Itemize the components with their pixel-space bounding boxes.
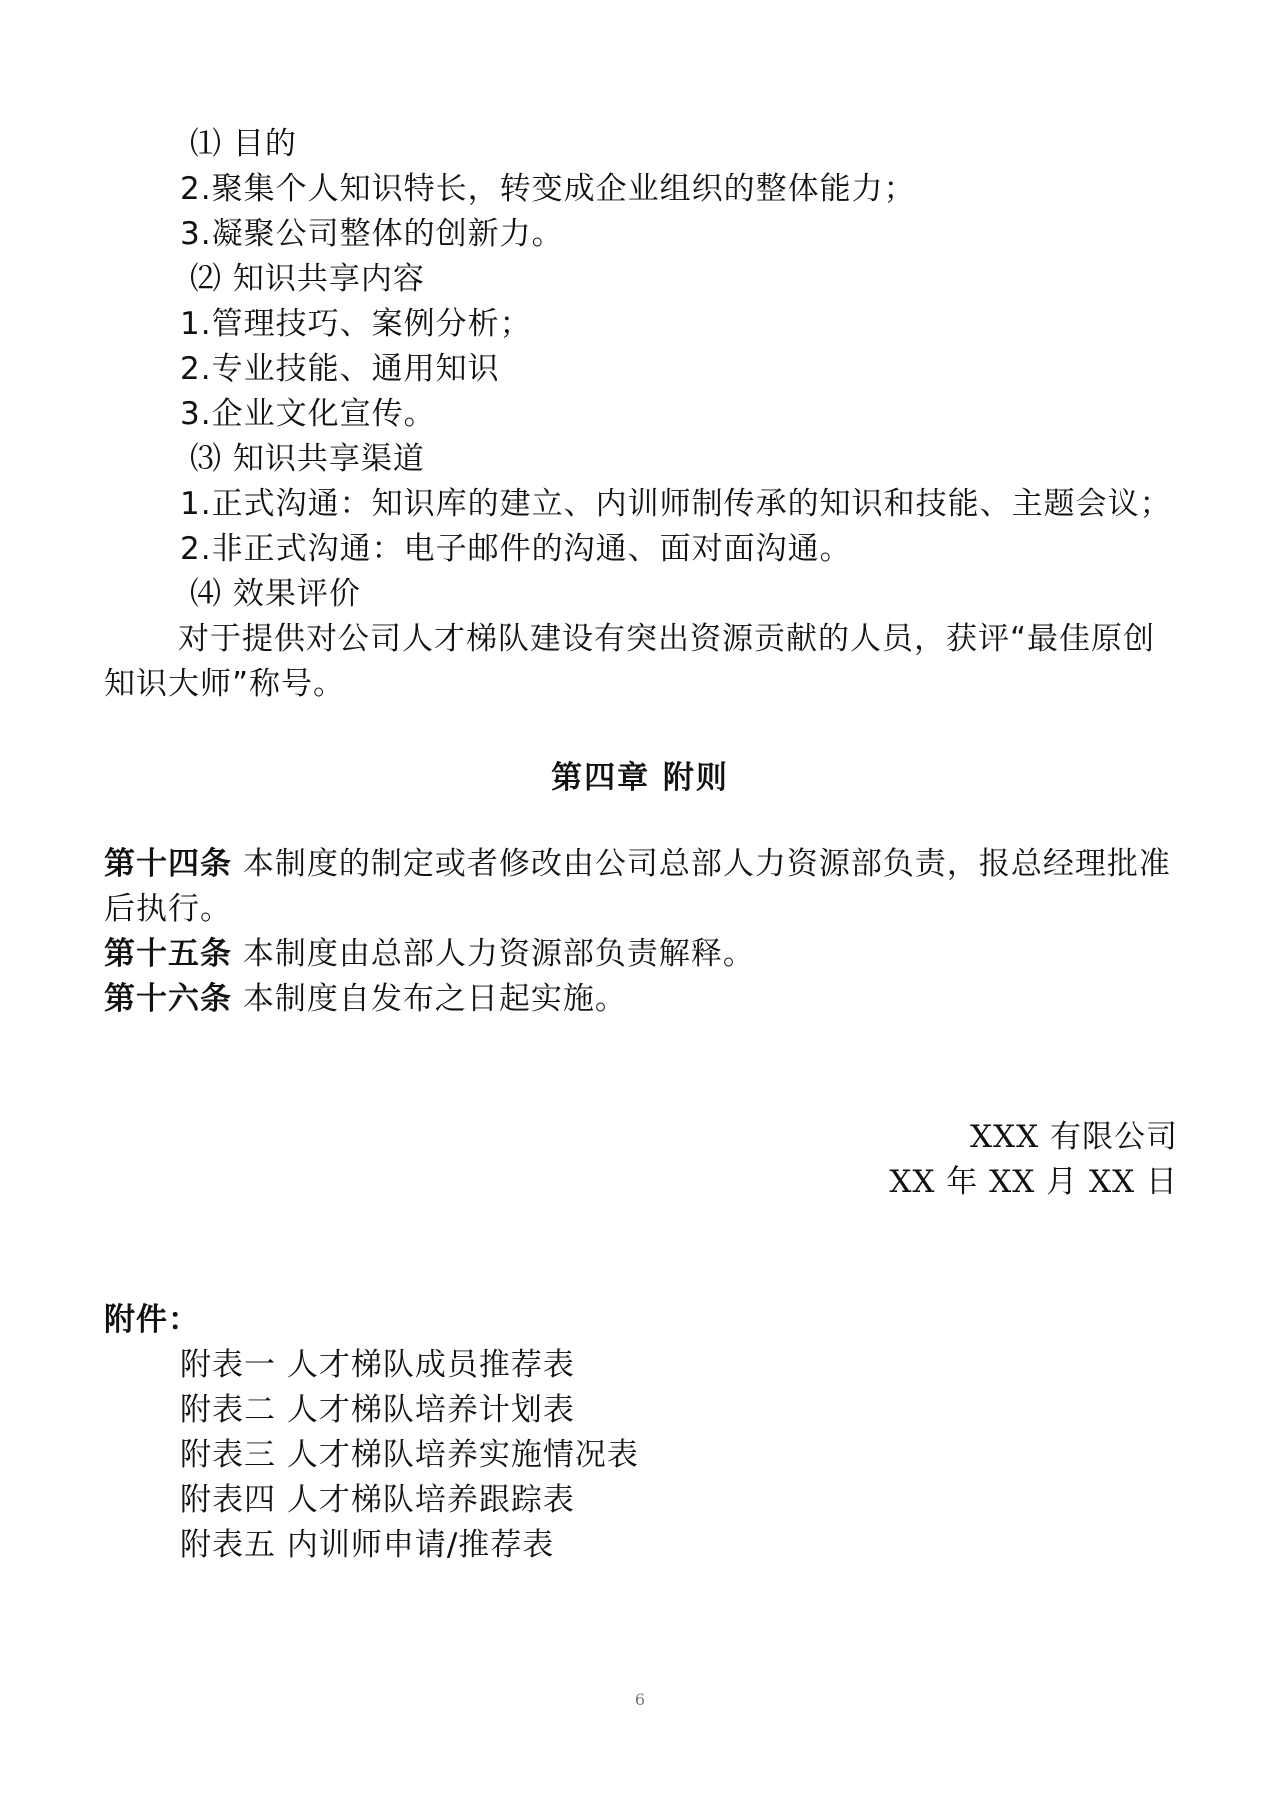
attachment-item: 附表一 人才梯队成员推荐表 (180, 1347, 575, 1383)
article-label: 第十五条 (104, 936, 232, 972)
article-text: 本制度的制定或者修改由公司总部人力资源部负责，报总经理批准 (232, 846, 1171, 882)
attachment-item: 附表二 人才梯队培养计划表 (180, 1392, 575, 1428)
purpose-heading: ⑴ 目的 (190, 126, 297, 162)
article-14-continued: 后执行。 (104, 891, 232, 927)
content-item: 2.专业技能、通用知识 (180, 351, 500, 387)
content-heading: ⑵ 知识共享内容 (190, 261, 425, 297)
evaluation-text-continued: 知识大师”称号。 (104, 666, 346, 702)
attachment-item: 附表五 内训师申请/推荐表 (180, 1527, 555, 1563)
attachment-item: 附表四 人才梯队培养跟踪表 (180, 1482, 575, 1518)
article-16 (104, 979, 627, 1019)
page-number: 6 (634, 1690, 646, 1709)
signature-date: XX 年 XX 月 XX 日 (889, 1164, 1178, 1200)
article-label: 第十六条 (104, 981, 232, 1017)
purpose-item: 2.聚集个人知识特长，转变成企业组织的整体能力； (180, 171, 916, 207)
purpose-item: 3.凝聚公司整体的创新力。 (180, 216, 564, 252)
signature-company: XXX 有限公司 (969, 1119, 1178, 1155)
content-item: 3.企业文化宣传。 (180, 396, 436, 432)
evaluation-heading: ⑷ 效果评价 (190, 576, 361, 612)
channel-item: 1.正式沟通：知识库的建立、内训师制传承的知识和技能、主题会议； (180, 486, 1172, 522)
attachments-heading: 附件： (104, 1302, 200, 1338)
article-text: 本制度自发布之日起实施。 (232, 981, 627, 1017)
article-14 (104, 844, 1171, 884)
channel-heading: ⑶ 知识共享渠道 (190, 441, 425, 477)
evaluation-text: 对于提供对公司人才梯队建设有突出资源贡献的人员，获评“最佳原创 (178, 621, 1156, 657)
attachment-item: 附表三 人才梯队培养实施情况表 (180, 1437, 639, 1473)
channel-item: 2.非正式沟通：电子邮件的沟通、面对面沟通。 (180, 531, 852, 567)
content-item: 1.管理技巧、案例分析； (180, 306, 532, 342)
article-text: 本制度由总部人力资源部负责解释。 (232, 936, 755, 972)
article-15 (104, 934, 755, 974)
article-label: 第十四条 (104, 846, 232, 882)
chapter-title: 第四章 附则 (551, 760, 729, 796)
